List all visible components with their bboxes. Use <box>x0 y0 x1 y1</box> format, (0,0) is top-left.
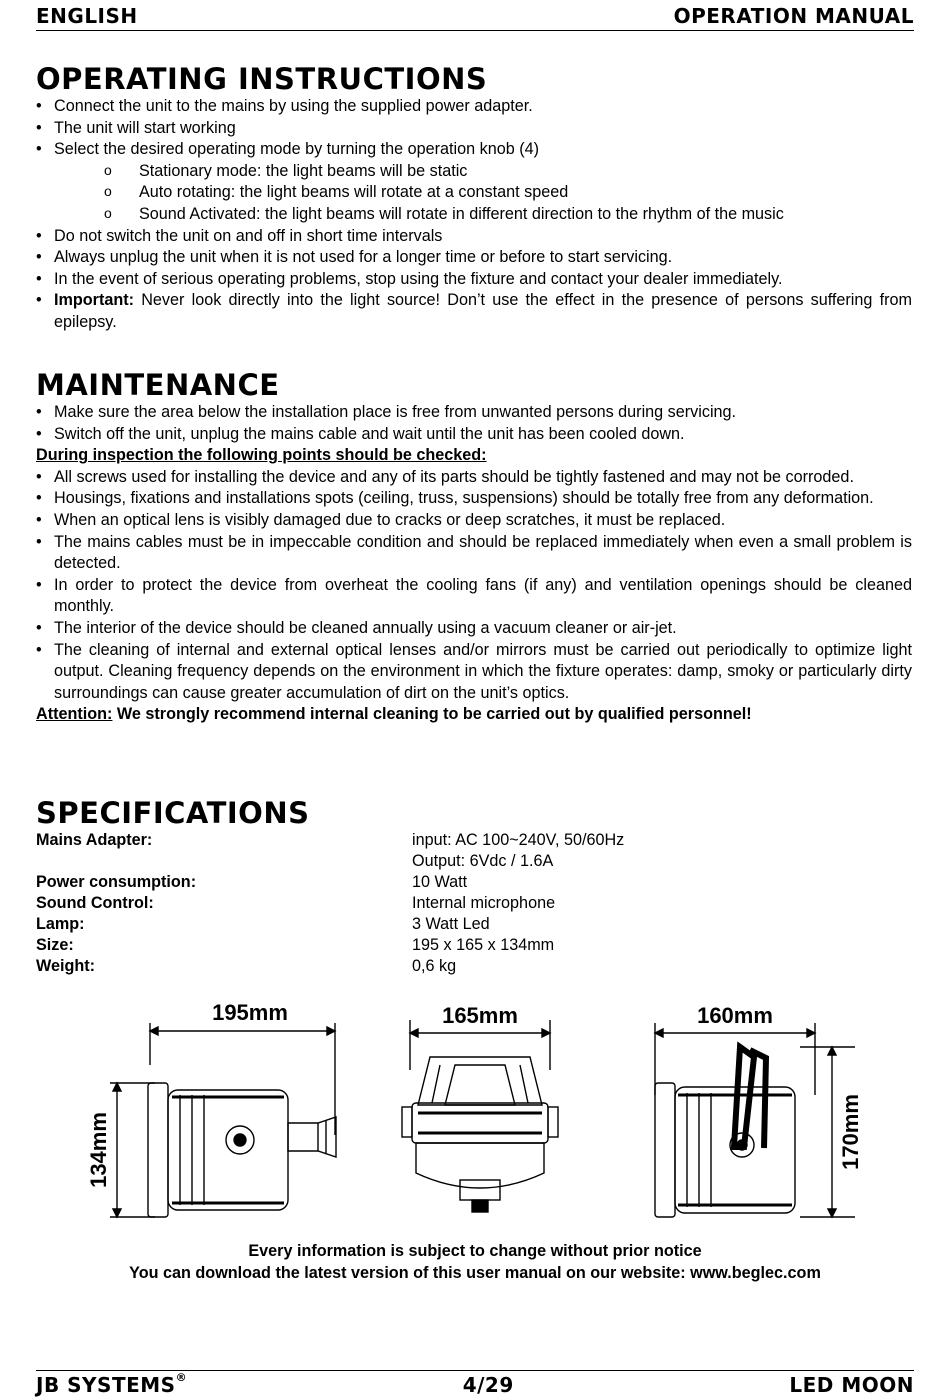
side-height-label: 134mm <box>86 1112 111 1188</box>
mode-item: o Auto rotating: the light beams will rotate at a constant speed <box>36 182 912 204</box>
list-item: • Switch off the unit, unplug the mains cable and wait until the unit has been cooled down. <box>36 424 912 446</box>
list-item: • The cleaning of internal and external optical lenses and/or mirrors must be carried out periodically to optimize light output. Cleaning frequency depends on the environment in which the fixture operates: damp, smoky or particularly dirty surroundings can cause greater accumulation of dirt on the unit’s optics. <box>36 640 912 705</box>
front-view-drawing <box>402 1020 558 1212</box>
table-row <box>36 851 624 872</box>
spec-label <box>36 851 412 872</box>
important-text: Never look directly into the light source! Don’t use the effect in the presence of persons suffering from epilepsy. <box>54 291 912 331</box>
footer-product: LED MOON <box>789 1373 914 1397</box>
list-item: • The interior of the device should be cleaned annually using a vacuum cleaner or air-jet. <box>36 618 912 640</box>
page-footer <box>36 1370 914 1399</box>
list-item: • The unit will start working <box>36 118 912 140</box>
spec-value: input: AC 100~240V, 50/60Hz <box>412 831 625 849</box>
header-doc-type: OPERATION MANUAL <box>673 4 914 28</box>
list-item: • All screws used for installing the device and any of its parts should be tightly fastened and may not be corroded. <box>36 467 912 489</box>
registered-mark: ® <box>175 1371 188 1384</box>
notice <box>0 1241 950 1284</box>
spec-label: Mains Adapter: <box>36 831 153 849</box>
maintenance-title: MAINTENANCE <box>36 368 280 402</box>
back-height-label: 170mm <box>838 1094 863 1170</box>
operating-section <box>36 62 912 334</box>
notice-line-1: Every information is subject to change without prior notice <box>248 1242 702 1260</box>
dimension-drawings <box>80 995 880 1230</box>
spec-label: Size: <box>36 936 74 954</box>
list-item: • In the event of serious operating problems, stop using the fixture and contact your dealer immediately. <box>36 269 912 291</box>
side-width-label: 195mm <box>212 1000 288 1025</box>
operating-list <box>36 96 912 334</box>
important-label: Important: <box>54 291 135 310</box>
maintenance-section <box>36 368 912 726</box>
spec-value: 195 x 165 x 134mm <box>412 936 555 954</box>
notice-line-2: You can download the latest version of this user manual on our website: www.beglec.com <box>129 1263 821 1282</box>
list-item: • Connect the unit to the mains by using the supplied power adapter. <box>36 96 912 118</box>
list-item: • Make sure the area below the installation place is free from unwanted persons during servicing. <box>36 402 912 424</box>
mode-item: o Stationary mode: the light beams will be static <box>36 161 912 183</box>
spec-label: Weight: <box>36 957 96 975</box>
table-row <box>36 893 624 914</box>
important-item <box>36 290 912 333</box>
back-width-label: 160mm <box>697 1003 773 1028</box>
spec-table <box>36 830 624 977</box>
header-language: ENGLISH <box>36 4 138 28</box>
attention-label: Attention: <box>36 705 113 724</box>
table-row <box>36 914 624 935</box>
table-row <box>36 935 624 956</box>
spec-value: 3 Watt Led <box>412 915 490 933</box>
footer-brand-wrap <box>36 1373 187 1397</box>
side-view-drawing <box>110 1023 336 1217</box>
page-number: 4/29 <box>462 1373 514 1397</box>
list-item: • When an optical lens is visibly damaged due to cracks or deep scratches, it must be replaced. <box>36 510 912 532</box>
table-row <box>36 872 624 893</box>
maintenance-list <box>36 402 912 445</box>
list-item: • Housings, fixations and installations spots (ceiling, truss, suspensions) should be totally free from any deformation. <box>36 488 912 510</box>
page-header <box>36 2 914 31</box>
spec-label: Sound Control: <box>36 894 154 912</box>
specifications-section <box>36 796 912 977</box>
specifications-title: SPECIFICATIONS <box>36 796 310 830</box>
footer-brand: JB SYSTEMS <box>36 1373 176 1397</box>
spec-value: 10 Watt <box>412 873 468 891</box>
check-heading: During inspection the following points should be checked: <box>36 446 487 465</box>
check-list <box>36 467 912 705</box>
table-row <box>36 956 624 977</box>
mode-item: o Sound Activated: the light beams will rotate in different direction to the rhythm of the music <box>36 204 912 226</box>
operating-title: OPERATING INSTRUCTIONS <box>36 62 488 96</box>
spec-label: Power consumption: <box>36 873 197 891</box>
table-row <box>36 830 624 851</box>
spec-value: 0,6 kg <box>412 957 457 975</box>
list-item: • Always unplug the unit when it is not used for a longer time or before to start servicing. <box>36 247 912 269</box>
list-item: • Select the desired operating mode by turning the operation knob (4) <box>36 139 912 161</box>
list-item: • Do not switch the unit on and off in short time intervals <box>36 226 912 248</box>
front-width-label: 165mm <box>442 1003 518 1028</box>
spec-value: Internal microphone <box>412 894 556 912</box>
attention-text: We strongly recommend internal cleaning to be carried out by qualified personnel! <box>112 705 752 724</box>
spec-label: Lamp: <box>36 915 85 933</box>
back-view-drawing <box>655 1023 855 1217</box>
list-item: • In order to protect the device from overheat the cooling fans (if any) and ventilation openings should be cleaned monthly. <box>36 575 912 618</box>
spec-value: Output: 6Vdc / 1.6A <box>412 852 554 870</box>
list-item: • The mains cables must be in impeccable condition and should be replaced immediately when even a small problem is detected. <box>36 532 912 575</box>
attention-note <box>36 704 912 726</box>
